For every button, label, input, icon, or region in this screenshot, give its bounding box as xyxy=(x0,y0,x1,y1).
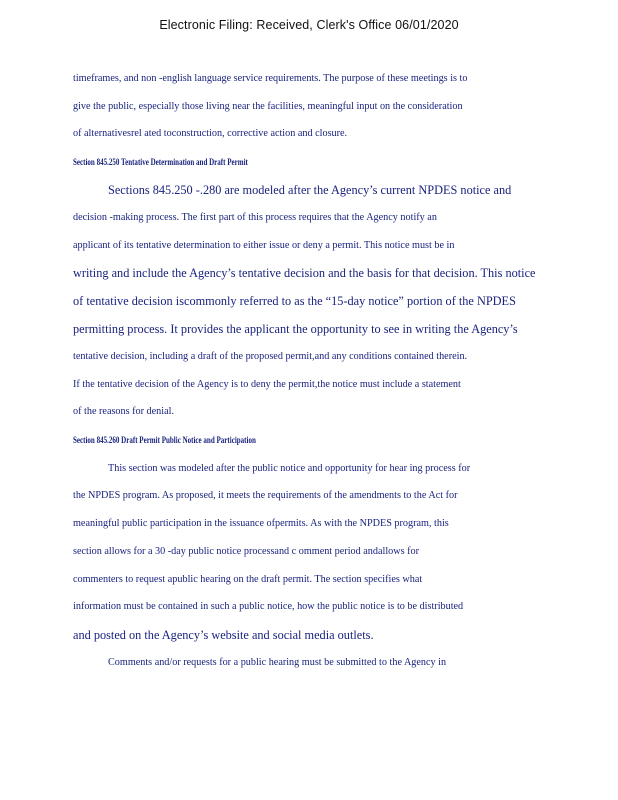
text-line: writing and include the Agency’s tentative decision and the basis for that decision. This notice xyxy=(73,266,536,280)
text-line: Comments and/or requests for a public hearing must be submitted to the Agency in xyxy=(108,657,447,668)
filing-header: Electronic Filing: Received, Clerk's Office 06/01/2020 xyxy=(159,18,459,32)
text-line: information must be contained in such a public notice, how the public notice is to be distributed xyxy=(73,601,464,612)
text-line: the NPDES program. As proposed, it meets the requirements of the amendments to the Act for xyxy=(73,490,458,501)
section-heading: Section 845.260 Draft Permit Public Notice and Participation xyxy=(73,435,256,445)
text-line: and posted on the Agency’s website and social media outlets. xyxy=(73,628,374,642)
text-line: decision -making process. The first part of this process requires that the Agency notify an xyxy=(73,212,437,223)
text-line: section allows for a 30 -day public notice processand c omment period andallows for xyxy=(73,546,419,557)
text-line: If the tentative decision of the Agency is to deny the permit,the notice must include a statement xyxy=(73,379,461,390)
section-heading: Section 845.250 Tentative Determination and Draft Permit xyxy=(73,157,248,167)
text-line: meaningful public participation in the issuance ofpermits. As with the NPDES program, this xyxy=(73,518,449,529)
text-line: of alternativesrel ated toconstruction, corrective action and closure. xyxy=(73,128,348,139)
text-line: give the public, especially those living near the facilities, meaningful input on the consideration xyxy=(73,101,463,112)
text-line: This section was modeled after the public notice and opportunity for hear ing process for xyxy=(108,463,471,474)
text-line: timeframes, and non -english language service requirements. The purpose of these meetings is to xyxy=(73,73,468,84)
text-line: permitting process. It provides the applicant the opportunity to see in writing the Agency’s xyxy=(73,322,518,336)
text-line: of tentative decision iscommonly referred to as the “15-day notice” portion of the NPDES xyxy=(73,294,516,308)
text-line: applicant of its tentative determination to either issue or deny a permit. This notice must be in xyxy=(73,240,455,251)
text-line: commenters to request apublic hearing on the draft permit. The section specifies what xyxy=(73,574,423,585)
text-line: Sections 845.250 -.280 are modeled after the Agency’s current NPDES notice and xyxy=(108,183,512,197)
text-line: tentative decision, including a draft of the proposed permit,and any conditions contained therein. xyxy=(73,351,468,362)
text-line: of the reasons for denial. xyxy=(73,406,174,417)
